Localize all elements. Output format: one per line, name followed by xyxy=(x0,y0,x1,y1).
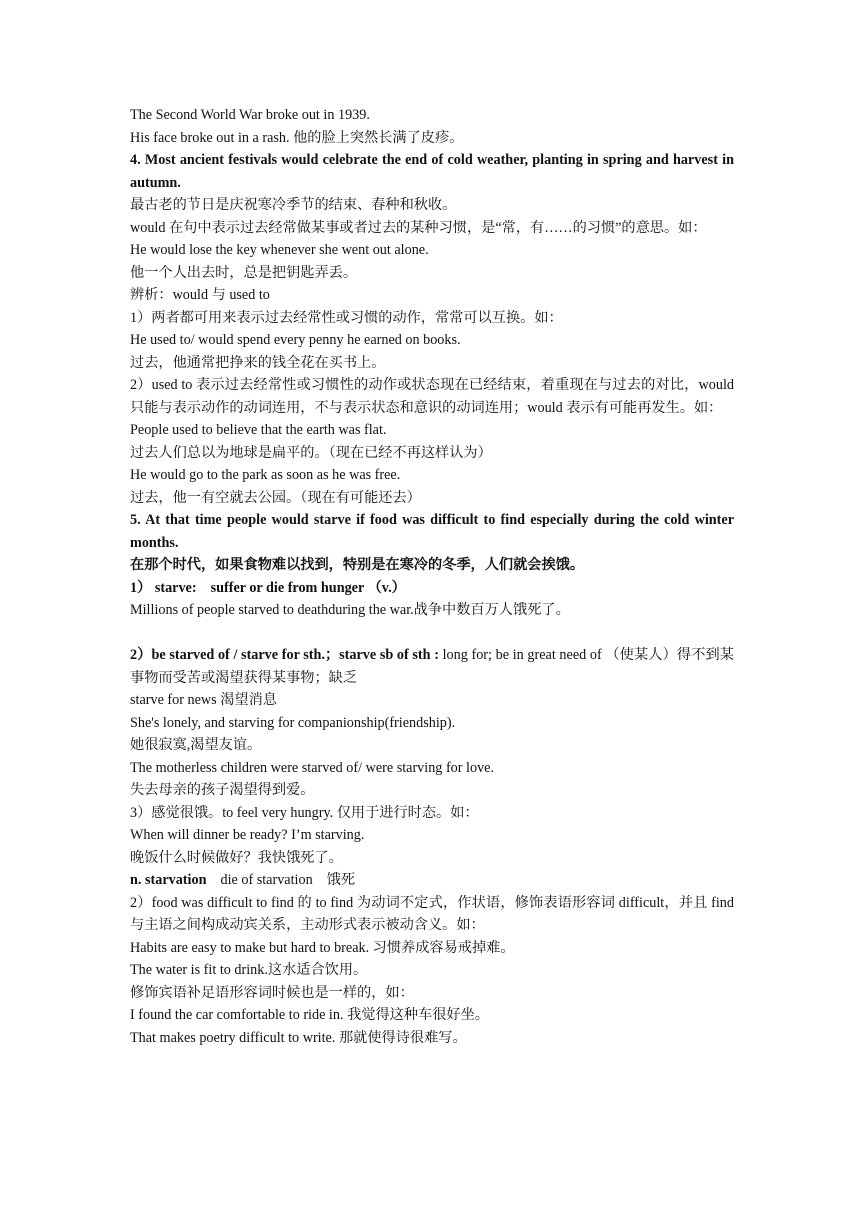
section-heading-4: 4. Most ancient festivals would celebrate the end of cold weather, planting in spring and harvest in autumn. xyxy=(130,152,734,191)
noun-phrase-translation: 饿死 xyxy=(326,872,356,888)
explanation: 2）used to 表示过去经常性或习惯性的动作或状态现在已经结束，着重现在与过去的对比，would 只能与表示动作的动词连用，不与表示状态和意识的动词连用；would 表示有可能再发生。如： xyxy=(130,377,734,416)
example-sentence: When will dinner be ready? I’m starving. xyxy=(130,827,365,843)
translation-bold: 在那个时代，如果食物难以找到，特别是在寒冷的冬季，人们就会挨饿。 xyxy=(130,557,585,573)
example-sentence: Millions of people starved to deathduring the war.战争中数百万人饿死了。 xyxy=(130,602,570,618)
definition-term: 1） starve: xyxy=(130,579,197,596)
definition-line xyxy=(130,644,734,689)
document-body xyxy=(130,104,734,1049)
noun-phrase: die of starvation xyxy=(220,872,313,888)
translation: 她很寂寞,渴望友谊。 xyxy=(130,737,262,753)
translation: 过去，他一有空就去公园。（现在有可能还去） xyxy=(130,489,421,506)
example-sentence: The Second World War broke out in 1939. xyxy=(130,107,370,123)
definition-meaning: long for; be in great need of （使某人）得不到某事物而受苦或渴望获得某事物；缺乏 xyxy=(130,647,734,686)
explanation: would 在句中表示过去经常做某事或者过去的某种习惯，是“常，有……的习惯”的意思。如： xyxy=(130,219,707,236)
example-sentence: That makes poetry difficult to write. 那就使得诗很难写。 xyxy=(130,1029,467,1046)
example-sentence: The motherless children were starved of/ were starving for love. xyxy=(130,759,495,776)
example-sentence: He would go to the park as soon as he was free. xyxy=(130,467,401,483)
example-sentence: People used to believe that the earth was flat. xyxy=(130,422,387,438)
example-sentence: She's lonely, and starving for companionship(friendship). xyxy=(130,714,456,731)
explanation: 2）food was difficult to find 的 to find 为动词不定式，作状语，修饰表语形容词 difficult，并且 find 与主语之间构成动宾关系，主动形式表示被动含义。如： xyxy=(130,894,734,933)
translation: 过去人们总以为地球是扁平的。（现在已经不再这样认为） xyxy=(130,444,492,461)
example-sentence: His face broke out in a rash. 他的脸上突然长满了皮疹。 xyxy=(130,129,464,146)
definition-meaning: suffer or die from hunger （v.） xyxy=(210,579,406,596)
translation: 过去，他通常把挣来的钱全花在买书上。 xyxy=(130,354,386,371)
definition-term: 2）be starved of / starve for sth.；starve sb of sth : xyxy=(130,647,439,663)
explanation: 修饰宾语补足语形容词时候也是一样的，如： xyxy=(130,984,414,1001)
example-sentence: The water is fit to drink.这水适合饮用。 xyxy=(130,962,368,978)
example-phrase: starve for news 渴望消息 xyxy=(130,692,277,708)
translation: 失去母亲的孩子渴望得到爱。 xyxy=(130,782,315,798)
explanation: 3）感觉很饿。to feel very hungry. 仅用于进行时态。如： xyxy=(130,804,479,821)
noun-form-line xyxy=(130,869,734,892)
example-sentence: He would lose the key whenever she went out alone. xyxy=(130,242,429,258)
definition-line xyxy=(130,577,734,600)
example-sentence: He used to/ would spend every penny he earned on books. xyxy=(130,332,461,348)
translation: 他一个人出去时，总是把钥匙弄丢。 xyxy=(130,264,358,281)
noun-form: n. starvation xyxy=(130,872,207,888)
section-heading-5: 5. At that time people would starve if food was difficult to find especially during the cold winter months. xyxy=(130,512,734,551)
translation: 最古老的节日是庆祝寒冷季节的结束、春种和秋收。 xyxy=(130,197,457,213)
example-sentence: I found the car comfortable to ride in. 我觉得这种车很好坐。 xyxy=(130,1007,489,1023)
comparison-heading: 辨析：would 与 used to xyxy=(130,287,270,303)
example-sentence: Habits are easy to make but hard to break. 习惯养成容易戒掉难。 xyxy=(130,939,515,956)
explanation: 1）两者都可用来表示过去经常性或习惯的动作，常常可以互换。如： xyxy=(130,309,563,326)
translation: 晚饭什么时候做好？我快饿死了。 xyxy=(130,849,343,866)
blank-line xyxy=(130,622,734,645)
